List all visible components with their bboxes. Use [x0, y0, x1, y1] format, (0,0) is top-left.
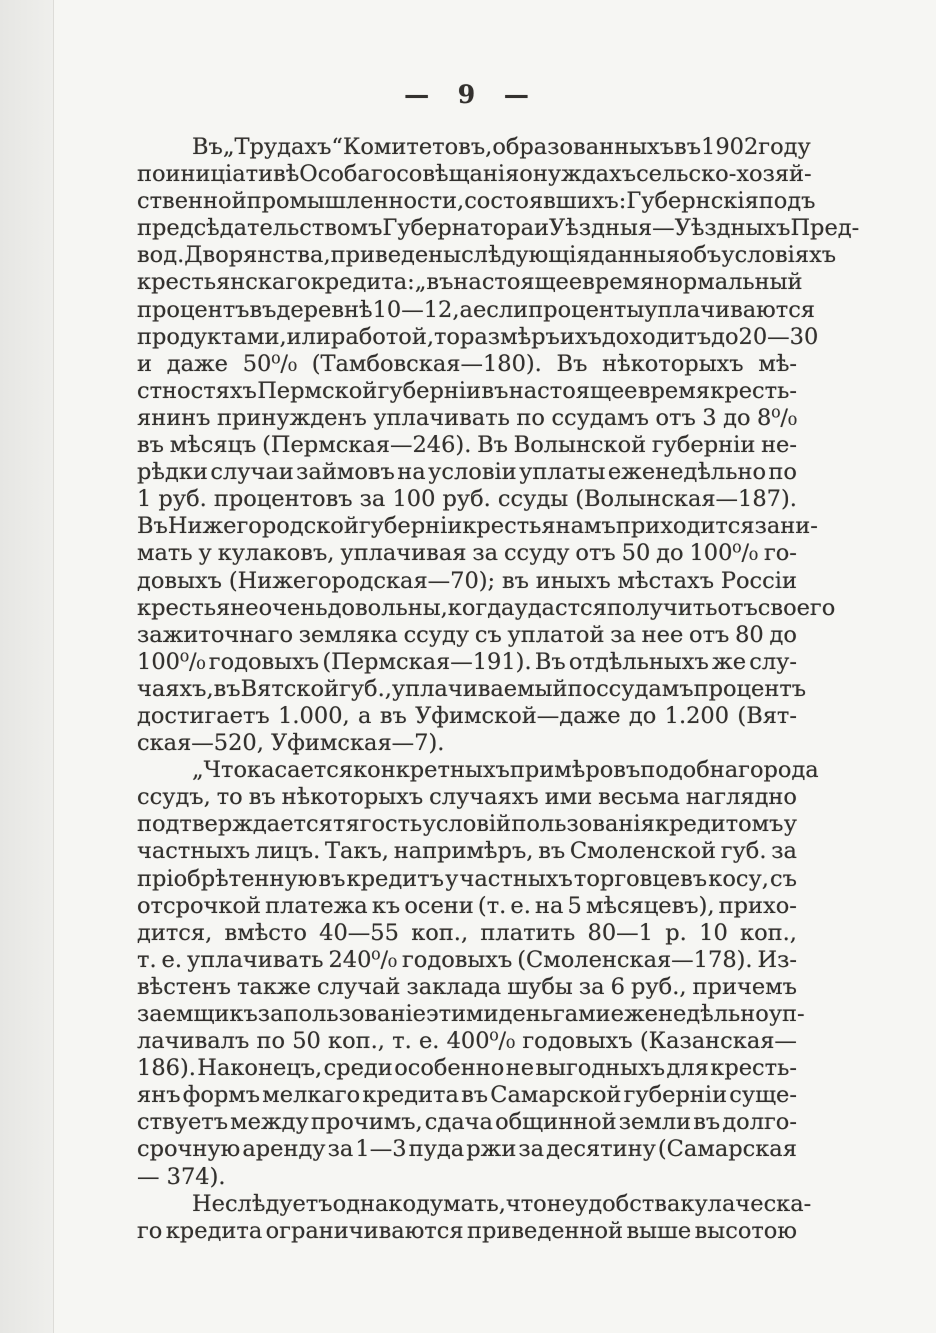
- text-line: — 374).: [137, 1163, 226, 1190]
- text-line: довыхъ (Нижегородская—70); въ иныхъ мѣстахъ Россіи: [137, 567, 797, 594]
- paragraph-concrete-examples: [137, 757, 819, 1191]
- page-gutter-shadow: [0, 0, 54, 1333]
- text-line: янинъ принужденъ уплачивать по ссудамъ отъ 3 до 8⁰/₀: [137, 404, 797, 431]
- text-line: Въ Нижегородской губерніи крестьянамъ приходится зани-: [137, 513, 818, 540]
- text-line: вѣстенъ также случай заклада шубы за 6 руб., причемъ: [137, 973, 797, 1000]
- text-line: го кредита ограничиваются приведенной выше высотою: [137, 1217, 797, 1244]
- text-line: ссудъ, то въ нѣкоторыхъ случаяхъ ими весьма наглядно: [137, 784, 797, 811]
- text-line: предсѣдательствомъ Губернатора и Уѣздныя—Уѣздныхъ Пред-: [137, 215, 860, 242]
- text-line: крестьянскаго кредита: „въ настоящее время нормальный: [137, 269, 803, 296]
- paragraph-committees-1902: [137, 134, 860, 757]
- page-number: — 9 —: [404, 80, 530, 109]
- text-line: мать у кулаковъ, уплачивая за ссуду отъ 50 до 100⁰/₀ го-: [137, 540, 797, 567]
- text-line: янъ формъ мелкаго кредита въ Самарской губерніи суще-: [137, 1082, 797, 1109]
- text-line: крестьяне очень довольны, когда удастся получить отъ своего: [137, 594, 836, 621]
- text-line: Въ „Трудахъ“ Комитетовъ, образованныхъ въ 1902 году: [192, 134, 811, 160]
- text-line: пріобрѣтенную въ кредитъ у частныхъ торговцевъ косу, съ: [137, 865, 797, 892]
- text-line: лачивалъ по 50 коп., т. е. 400⁰/₀ годовыхъ (Казанская—: [137, 1028, 797, 1055]
- text-line: чаяхъ, въ Вятской губ., уплачиваемый по ссудамъ процентъ: [137, 675, 807, 702]
- text-line: подтверждается тягость условій пользованія кредитомъ у: [137, 811, 797, 838]
- text-line: стностяхъ Пермской губерніи въ настоящее время кресть-: [137, 377, 797, 404]
- text-line: т. е. уплачивать 240⁰/₀ годовыхъ (Смоленская—178). Из-: [137, 946, 797, 973]
- text-line: Не слѣдуетъ однако думать, что неудобства кулаческа-: [192, 1190, 812, 1217]
- text-line: и даже 50⁰/₀ (Тамбовская—180). Въ нѣкоторыхъ мѣ-: [137, 350, 797, 377]
- text-line: въ мѣсяцъ (Пермская—246). Въ Волынской губерніи не-: [137, 432, 797, 459]
- text-line: рѣдки случаи займовъ на условіи уплаты еженедѣльно по: [137, 459, 797, 486]
- text-line: достигаетъ 1.000, а въ Уфимской—даже до 1.200 (Вят-: [137, 702, 797, 729]
- text-line: ствуетъ между прочимъ, сдача общинной земли въ долго-: [137, 1109, 797, 1136]
- text-line: продуктами, или работой, то размѣръ ихъ доходитъ до 20—30: [137, 323, 819, 350]
- text-line: 186). Наконецъ, среди особенно не выгодныхъ для кресть-: [137, 1055, 797, 1082]
- text-line: срочную аренду за 1—3 пуда ржи за десятину (Самарская: [137, 1136, 797, 1163]
- paragraph-ne-sleduet: [137, 1190, 812, 1245]
- text-line: дится, вмѣсто 40—55 коп., платить 80—1 р. 10 коп.,: [137, 919, 797, 946]
- text-line: отсрочкой платежа къ осени (т. е. на 5 мѣсяцевъ), прихо-: [137, 892, 797, 919]
- page-text: [137, 134, 860, 1245]
- text-line: 100⁰/₀ годовыхъ (Пермская—191). Въ отдѣльныхъ же слу-: [137, 648, 797, 675]
- text-line: ственной промышленности, состоявшихъ: Губернскія подъ: [137, 188, 816, 215]
- text-line: 1 руб. процентовъ за 100 руб. ссуды (Волынская—187).: [137, 486, 797, 513]
- text-line: процентъ въ деревнѣ 10—12, а если проценты уплачиваются: [137, 296, 815, 323]
- text-line: вод. Дворянства, приведены слѣдующія данныя объ условіяхъ: [137, 242, 837, 269]
- text-line: заемщикъ за пользованіе этими деньгами еженедѣльно уп-: [137, 1001, 805, 1027]
- text-line: по иниціативѣ Особаго совѣщанія о нуждахъ сельско-хозяй-: [137, 161, 812, 188]
- text-line: „Что касается конкретныхъ примѣровъ подобнаго рода: [192, 757, 819, 784]
- text-line: частныхъ лицъ. Такъ, напримѣръ, въ Смоленской губ. за: [137, 838, 797, 865]
- text-line: ская—520, Уфимская—7).: [137, 730, 445, 757]
- text-line: зажиточнаго земляка ссуду съ уплатой за нее отъ 80 до: [137, 621, 797, 648]
